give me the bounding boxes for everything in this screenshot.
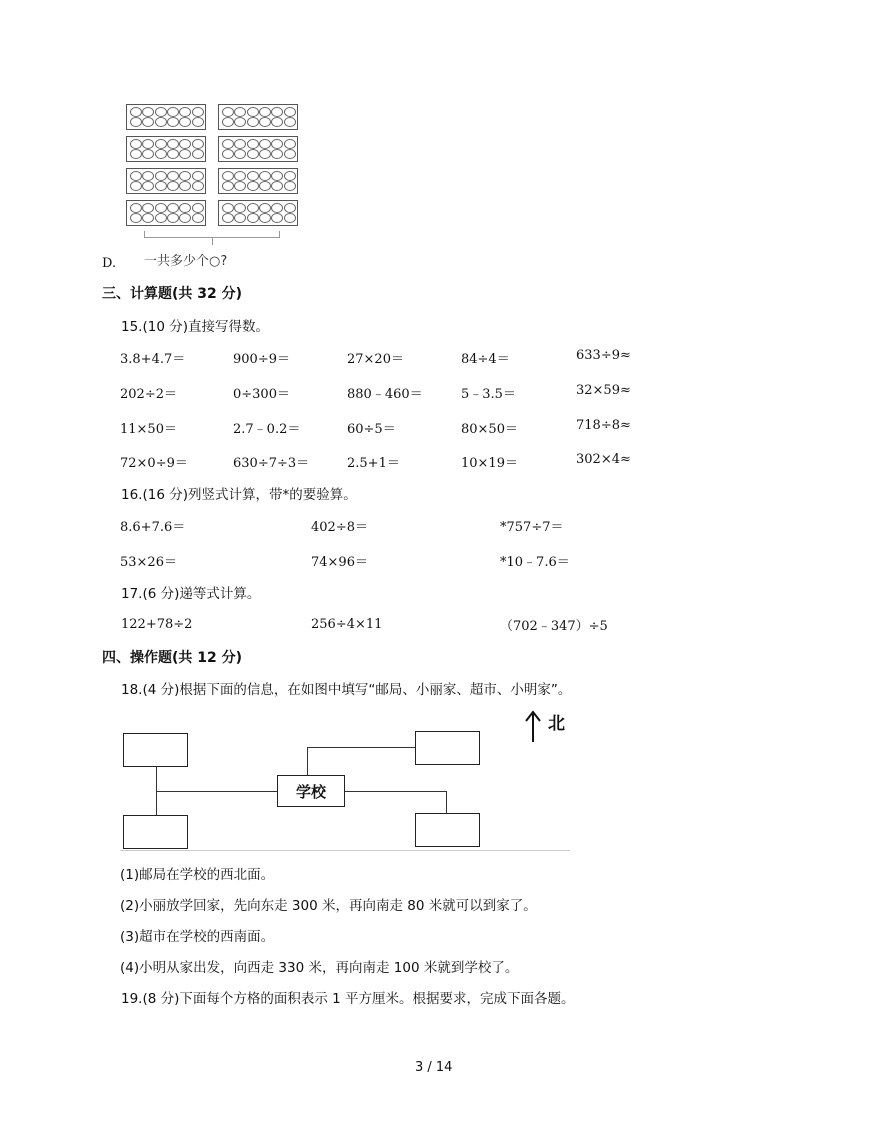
q15-cell: 5﹣3.5＝: [461, 387, 516, 402]
q15-cell: 880﹣460＝: [347, 387, 423, 402]
q16-cell: *10﹣7.6＝: [500, 555, 570, 570]
map-box-southwest: [123, 815, 188, 849]
q15-cell: 202÷2＝: [120, 387, 177, 402]
circle-icon: [192, 139, 204, 149]
circle-icon: [192, 203, 204, 213]
circle-icon: [192, 117, 204, 127]
circle-icon: [222, 203, 234, 213]
q18-clue: (3)超市在学校的西南面。: [120, 929, 275, 945]
circle-icon: [259, 181, 271, 191]
q17-item: 122+78÷2: [121, 617, 193, 632]
circle-icon: [259, 149, 271, 159]
circle-icon: [284, 139, 296, 149]
circle-icon: [271, 149, 283, 159]
circle-icon: [234, 181, 246, 191]
circle-icon: [247, 107, 259, 117]
circle-icon: [155, 203, 167, 213]
circle-icon: [179, 107, 191, 117]
circle-icon: [192, 181, 204, 191]
circle-icon: [234, 203, 246, 213]
circle-icon: [142, 139, 154, 149]
circle-icon: [167, 171, 179, 181]
q15-cell: 900÷9＝: [233, 352, 290, 367]
circle-icon: [167, 203, 179, 213]
circle-icon: [142, 107, 154, 117]
circle-icon: [179, 171, 191, 181]
circle-icon: [155, 181, 167, 191]
circle-icon: [247, 171, 259, 181]
circle-icon: [247, 203, 259, 213]
circle-icon: [167, 149, 179, 159]
q15-cell: 2.5+1＝: [347, 456, 400, 471]
circle-icon: [259, 139, 271, 149]
circle-icon: [284, 149, 296, 159]
circle-icon: [192, 213, 204, 223]
circle-icon: [222, 139, 234, 149]
circle-icon: [179, 149, 191, 159]
circle-icon: [259, 203, 271, 213]
q16-cell: 74×96＝: [311, 555, 368, 570]
circle-icon: [234, 139, 246, 149]
circle-icon: [167, 107, 179, 117]
circle-icon: [155, 117, 167, 127]
q16-prompt: 16.(16 分)列竖式计算，带*的要验算。: [121, 487, 357, 503]
circle-icon: [271, 139, 283, 149]
section3-heading: 三、计算题(共 32 分): [102, 286, 243, 302]
circle-icon: [247, 181, 259, 191]
q18-clue: (1)邮局在学校的西北面。: [120, 867, 275, 883]
q16-cell: 8.6+7.6＝: [120, 520, 186, 535]
q18-clue: (2)小丽放学回家，先向东走 300 米，再向南走 80 米就可以到家了。: [120, 898, 537, 914]
circle-row-box: [218, 168, 298, 194]
circle-row-box: [126, 136, 206, 162]
q15-cell: 27×20＝: [347, 352, 404, 367]
option-d-figure: [122, 100, 302, 272]
map-diagram: [120, 705, 572, 851]
circle-icon: [271, 213, 283, 223]
circle-icon: [179, 139, 191, 149]
circle-icon: [271, 117, 283, 127]
q15-cell: 32×59≈: [576, 383, 631, 398]
circle-icon: [167, 117, 179, 127]
circle-icon: [167, 181, 179, 191]
circle-icon: [130, 181, 142, 191]
circle-icon: [130, 117, 142, 127]
circle-icon: [155, 139, 167, 149]
q16-cell: *757÷7＝: [500, 520, 564, 535]
map-school-label: 学校: [295, 782, 326, 801]
circle-icon: [179, 117, 191, 127]
circle-icon: [142, 181, 154, 191]
circle-icon: [247, 149, 259, 159]
q15-cell: 0÷300＝: [233, 387, 290, 402]
q15-cell: 633÷9≈: [576, 348, 631, 363]
circle-icon: [192, 171, 204, 181]
circle-icon: [155, 213, 167, 223]
circle-icon: [130, 149, 142, 159]
q17-item: （702﹣347）÷5: [500, 619, 608, 634]
circle-icon: [130, 139, 142, 149]
q15-cell: 302×4≈: [576, 452, 631, 467]
circle-row-box: [218, 136, 298, 162]
q15-prompt: 15.(10 分)直接写得数。: [121, 319, 269, 335]
map-school-box: [277, 775, 345, 807]
circle-icon: [222, 149, 234, 159]
q17-prompt: 17.(6 分)递等式计算。: [121, 586, 261, 602]
circle-icon: [167, 139, 179, 149]
q15-cell: 2.7﹣0.2＝: [233, 422, 301, 437]
circle-icon: [222, 171, 234, 181]
circle-icon: [130, 171, 142, 181]
circle-row-box: [126, 104, 206, 130]
circle-icon: [130, 203, 142, 213]
circle-icon: [155, 107, 167, 117]
page-number: 3 / 14: [415, 1060, 453, 1075]
circle-icon: [222, 213, 234, 223]
circle-icon: [142, 117, 154, 127]
circle-icon: [222, 117, 234, 127]
map-box-southeast: [415, 813, 480, 847]
circle-icon: [259, 171, 271, 181]
circle-icon: [284, 107, 296, 117]
north-label: 北: [548, 714, 565, 734]
circle-icon: [271, 181, 283, 191]
q17-item: 256÷4×11: [311, 617, 383, 632]
circle-row-box: [126, 168, 206, 194]
q15-cell: 3.8+4.7＝: [120, 352, 186, 367]
circle-icon: [247, 139, 259, 149]
circle-icon: [284, 181, 296, 191]
circle-icon: [179, 203, 191, 213]
circle-icon: [130, 213, 142, 223]
circle-row-box: [126, 200, 206, 226]
map-box-northwest: [123, 733, 188, 767]
q16-cell: 53×26＝: [120, 555, 177, 570]
circle-icon: [284, 171, 296, 181]
circle-icon: [142, 203, 154, 213]
circle-icon: [271, 171, 283, 181]
circle-row-box: [218, 104, 298, 130]
circle-icon: [222, 181, 234, 191]
circle-icon: [130, 107, 142, 117]
circle-icon: [234, 171, 246, 181]
q15-cell: 11×50＝: [120, 422, 177, 437]
option-d-letter: D.: [102, 256, 117, 271]
q15-cell: 60÷5＝: [347, 422, 396, 437]
q15-cell: 10×19＝: [461, 456, 518, 471]
circle-icon: [284, 203, 296, 213]
circle-icon: [179, 181, 191, 191]
circle-icon: [192, 149, 204, 159]
circle-icon: [142, 213, 154, 223]
north-arrow-icon: [523, 709, 543, 743]
circle-row-box: [218, 200, 298, 226]
circle-icon: [142, 171, 154, 181]
circle-icon: [247, 213, 259, 223]
q18-clue: (4)小明从家出发，向西走 330 米，再向南走 100 米就到学校了。: [120, 960, 519, 976]
q19-prompt: 19.(8 分)下面每个方格的面积表示 1 平方厘米。根据要求，完成下面各题。: [121, 991, 575, 1007]
q15-cell: 72×0÷9＝: [120, 456, 188, 471]
circle-icon: [155, 149, 167, 159]
circle-icon: [192, 107, 204, 117]
circle-icon: [234, 149, 246, 159]
q18-prompt: 18.(4 分)根据下面的信息，在如图中填写“邮局、小丽家、超市、小明家”。: [121, 682, 572, 698]
circle-icon: [284, 117, 296, 127]
circle-icon: [247, 117, 259, 127]
circle-icon: [179, 213, 191, 223]
map-box-northeast: [415, 731, 480, 765]
circle-icon: [234, 117, 246, 127]
circle-icon: [234, 213, 246, 223]
circle-icon: [234, 107, 246, 117]
q16-cell: 402÷8＝: [311, 520, 368, 535]
circle-icon: [142, 149, 154, 159]
q15-cell: 84÷4＝: [461, 352, 510, 367]
option-d-caption: 一共多少个○?: [144, 254, 228, 269]
circle-icon: [271, 203, 283, 213]
circle-icon: [259, 117, 271, 127]
circle-icon: [167, 213, 179, 223]
circle-icon: [222, 107, 234, 117]
q15-cell: 718÷8≈: [576, 418, 631, 433]
section4-heading: 四、操作题(共 12 分): [102, 650, 243, 666]
circle-icon: [271, 107, 283, 117]
q15-cell: 630÷7÷3＝: [233, 456, 310, 471]
circle-icon: [259, 213, 271, 223]
circle-icon: [155, 171, 167, 181]
q15-cell: 80×50＝: [461, 422, 518, 437]
circle-icon: [284, 213, 296, 223]
circle-icon: [259, 107, 271, 117]
